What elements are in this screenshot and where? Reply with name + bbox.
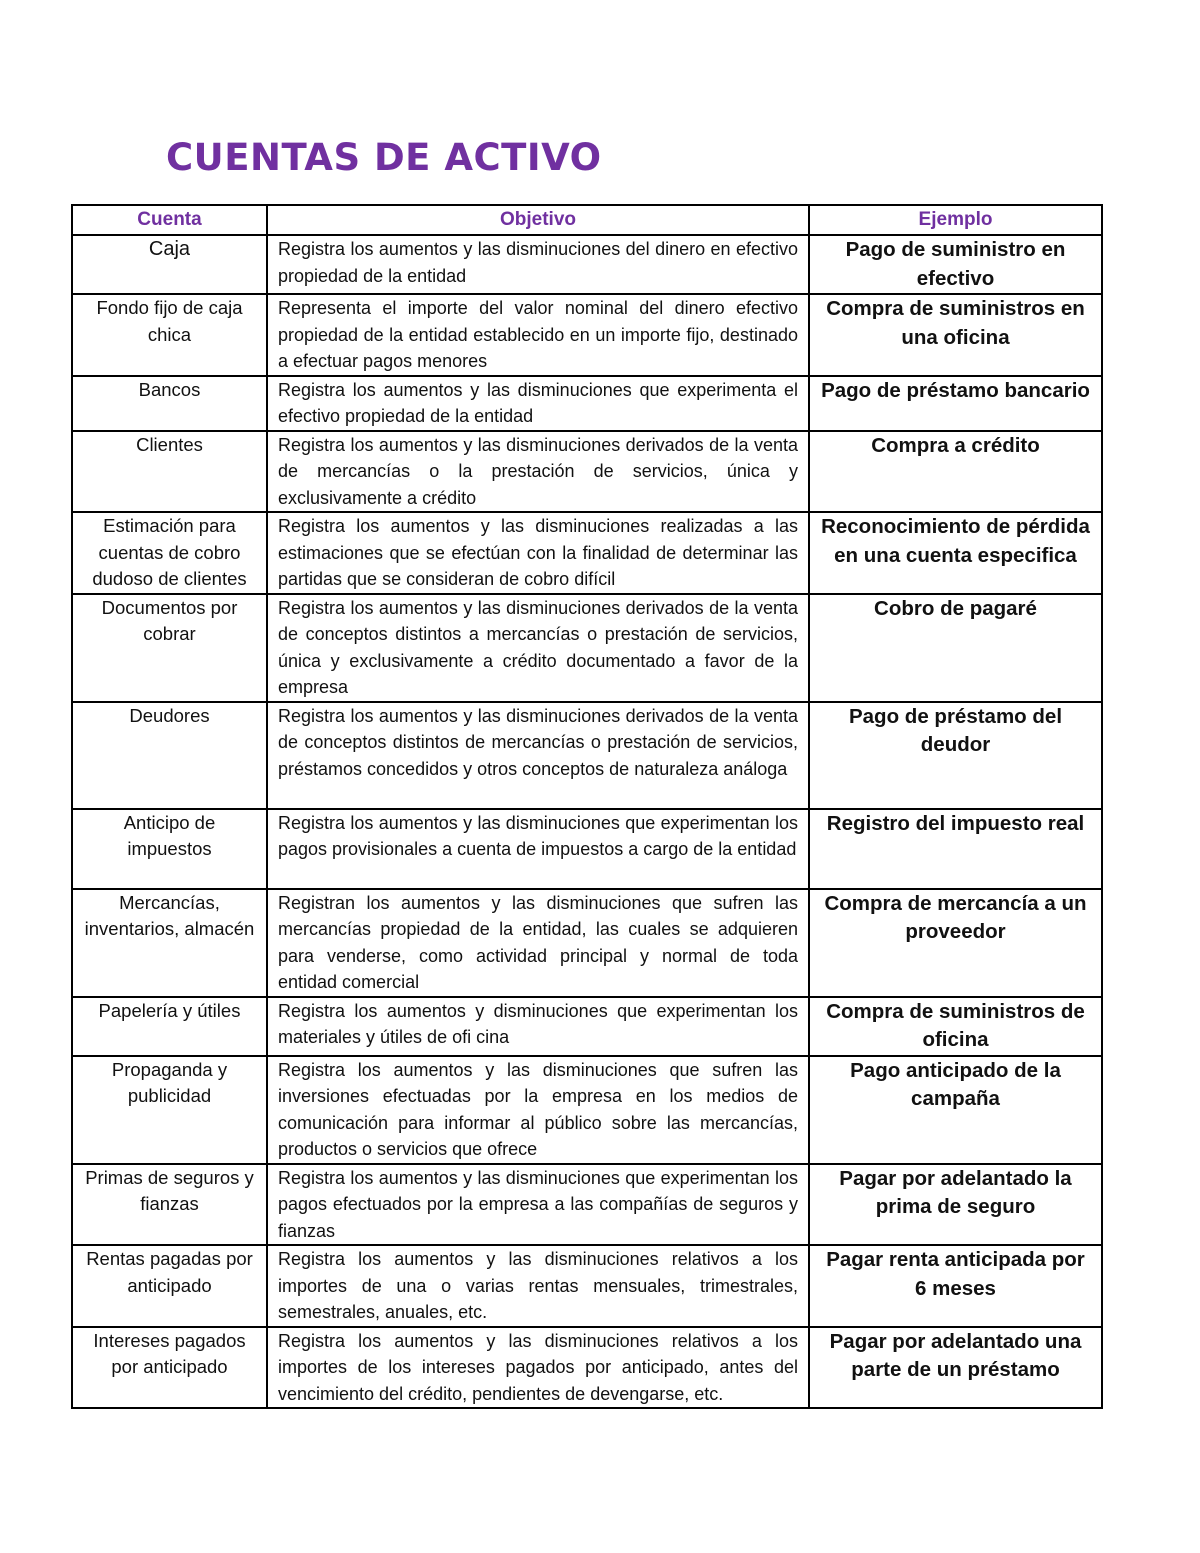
objetivo-cell: Registra los aumentos y las disminuciones que experimentan los pagos efectuados por la empresa a las compañías de seguros y fianzas: [267, 1164, 809, 1246]
objetivo-cell: Registra los aumentos y las disminuciones derivados de la venta de mercancías o la prestación de servicios, única y exclusivamente a crédito: [267, 431, 809, 513]
cuenta-cell: Caja: [72, 235, 267, 294]
table-row: [72, 235, 1102, 294]
table-row: [72, 594, 1102, 702]
ejemplo-cell: Compra de suministros en una oficina: [809, 294, 1102, 376]
cuenta-cell: Deudores: [72, 702, 267, 809]
objetivo-cell: Registra los aumentos y las disminuciones que experimenta el efectivo propiedad de la entidad: [267, 376, 809, 431]
cuenta-cell: Rentas pagadas por anticipado: [72, 1245, 267, 1327]
ejemplo-cell: Pagar por adelantado la prima de seguro: [809, 1164, 1102, 1246]
table-row: [72, 294, 1102, 376]
cuenta-cell: Bancos: [72, 376, 267, 431]
objetivo-cell: Registra los aumentos y las disminuciones que experimentan los pagos provisionales a cuenta de impuestos a cargo de la entidad: [267, 809, 809, 889]
ejemplo-cell: Reconocimiento de pérdida en una cuenta especifica: [809, 512, 1102, 594]
objetivo-cell: Registra los aumentos y las disminuciones que sufren las inversiones efectuadas por la empresa en los medios de comunicación para informar al público sobre las mercancías, productos o servicios que ofrece: [267, 1056, 809, 1164]
cuenta-cell: Propaganda y publicidad: [72, 1056, 267, 1164]
ejemplo-cell: Pago anticipado de la campaña: [809, 1056, 1102, 1164]
ejemplo-cell: Pago de préstamo bancario: [809, 376, 1102, 431]
table-row: [72, 376, 1102, 431]
cuenta-cell: Papelería y útiles: [72, 997, 267, 1056]
ejemplo-cell: Compra de mercancía a un proveedor: [809, 889, 1102, 997]
table-row: [72, 1327, 1102, 1409]
objetivo-cell: Registra los aumentos y las disminuciones relativos a los importes de una o varias rentas mensuales, trimestrales, semestrales, anuales, etc.: [267, 1245, 809, 1327]
header-cuenta: Cuenta: [72, 205, 267, 235]
table-header-row: [72, 205, 1102, 235]
cuenta-cell: Clientes: [72, 431, 267, 513]
ejemplo-cell: Registro del impuesto real: [809, 809, 1102, 889]
page-title: CUENTAS DE ACTIVO: [166, 136, 602, 179]
cuenta-cell: Fondo fijo de caja chica: [72, 294, 267, 376]
table-row: [72, 512, 1102, 594]
objetivo-cell: Registra los aumentos y las disminuciones del dinero en efectivo propiedad de la entidad: [267, 235, 809, 294]
ejemplo-cell: Pagar renta anticipada por 6 meses: [809, 1245, 1102, 1327]
table-row: [72, 889, 1102, 997]
table-row: [72, 431, 1102, 513]
ejemplo-cell: Pagar por adelantado una parte de un préstamo: [809, 1327, 1102, 1409]
cuenta-cell: Intereses pagados por anticipado: [72, 1327, 267, 1409]
objetivo-cell: Registra los aumentos y las disminuciones derivados de la venta de conceptos distintos a mercancías o prestación de servicios, única y exclusivamente a crédito documentado a favor de la empresa: [267, 594, 809, 702]
objetivo-cell: Registra los aumentos y las disminuciones derivados de la venta de conceptos distintos de mercancías o prestación de servicios, préstamos concedidos y otros conceptos de naturaleza análoga: [267, 702, 809, 809]
table-row: [72, 702, 1102, 809]
accounts-table: [71, 204, 1103, 1409]
cuenta-cell: Anticipo de impuestos: [72, 809, 267, 889]
cuenta-cell: Primas de seguros y fianzas: [72, 1164, 267, 1246]
table-row: [72, 1245, 1102, 1327]
ejemplo-cell: Pago de suministro en efectivo: [809, 235, 1102, 294]
cuenta-cell: Estimación para cuentas de cobro dudoso de clientes: [72, 512, 267, 594]
table-row: [72, 1164, 1102, 1246]
header-ejemplo: Ejemplo: [809, 205, 1102, 235]
ejemplo-cell: Compra de suministros de oficina: [809, 997, 1102, 1056]
objetivo-cell: Representa el importe del valor nominal del dinero efectivo propiedad de la entidad establecido en un importe fijo, destinado a efectuar pagos menores: [267, 294, 809, 376]
ejemplo-cell: Cobro de pagaré: [809, 594, 1102, 702]
cuenta-cell: Documentos por cobrar: [72, 594, 267, 702]
objetivo-cell: Registra los aumentos y las disminuciones realizadas a las estimaciones que se efectúan con la finalidad de determinar las partidas que se consideran de cobro difícil: [267, 512, 809, 594]
header-objetivo: Objetivo: [267, 205, 809, 235]
table-row: [72, 1056, 1102, 1164]
objetivo-cell: Registran los aumentos y las disminuciones que sufren las mercancías propiedad de la entidad, las cuales se adquieren para venderse, como actividad principal y normal de toda entidad comercial: [267, 889, 809, 997]
ejemplo-cell: Pago de préstamo del deudor: [809, 702, 1102, 809]
cuenta-cell: Mercancías, inventarios, almacén: [72, 889, 267, 997]
table-row: [72, 997, 1102, 1056]
table-row: [72, 809, 1102, 889]
objetivo-cell: Registra los aumentos y disminuciones que experimentan los materiales y útiles de ofi cina: [267, 997, 809, 1056]
ejemplo-cell: Compra a crédito: [809, 431, 1102, 513]
objetivo-cell: Registra los aumentos y las disminuciones relativos a los importes de los intereses pagados por anticipado, antes del vencimiento del crédito, pendientes de devengarse, etc.: [267, 1327, 809, 1409]
